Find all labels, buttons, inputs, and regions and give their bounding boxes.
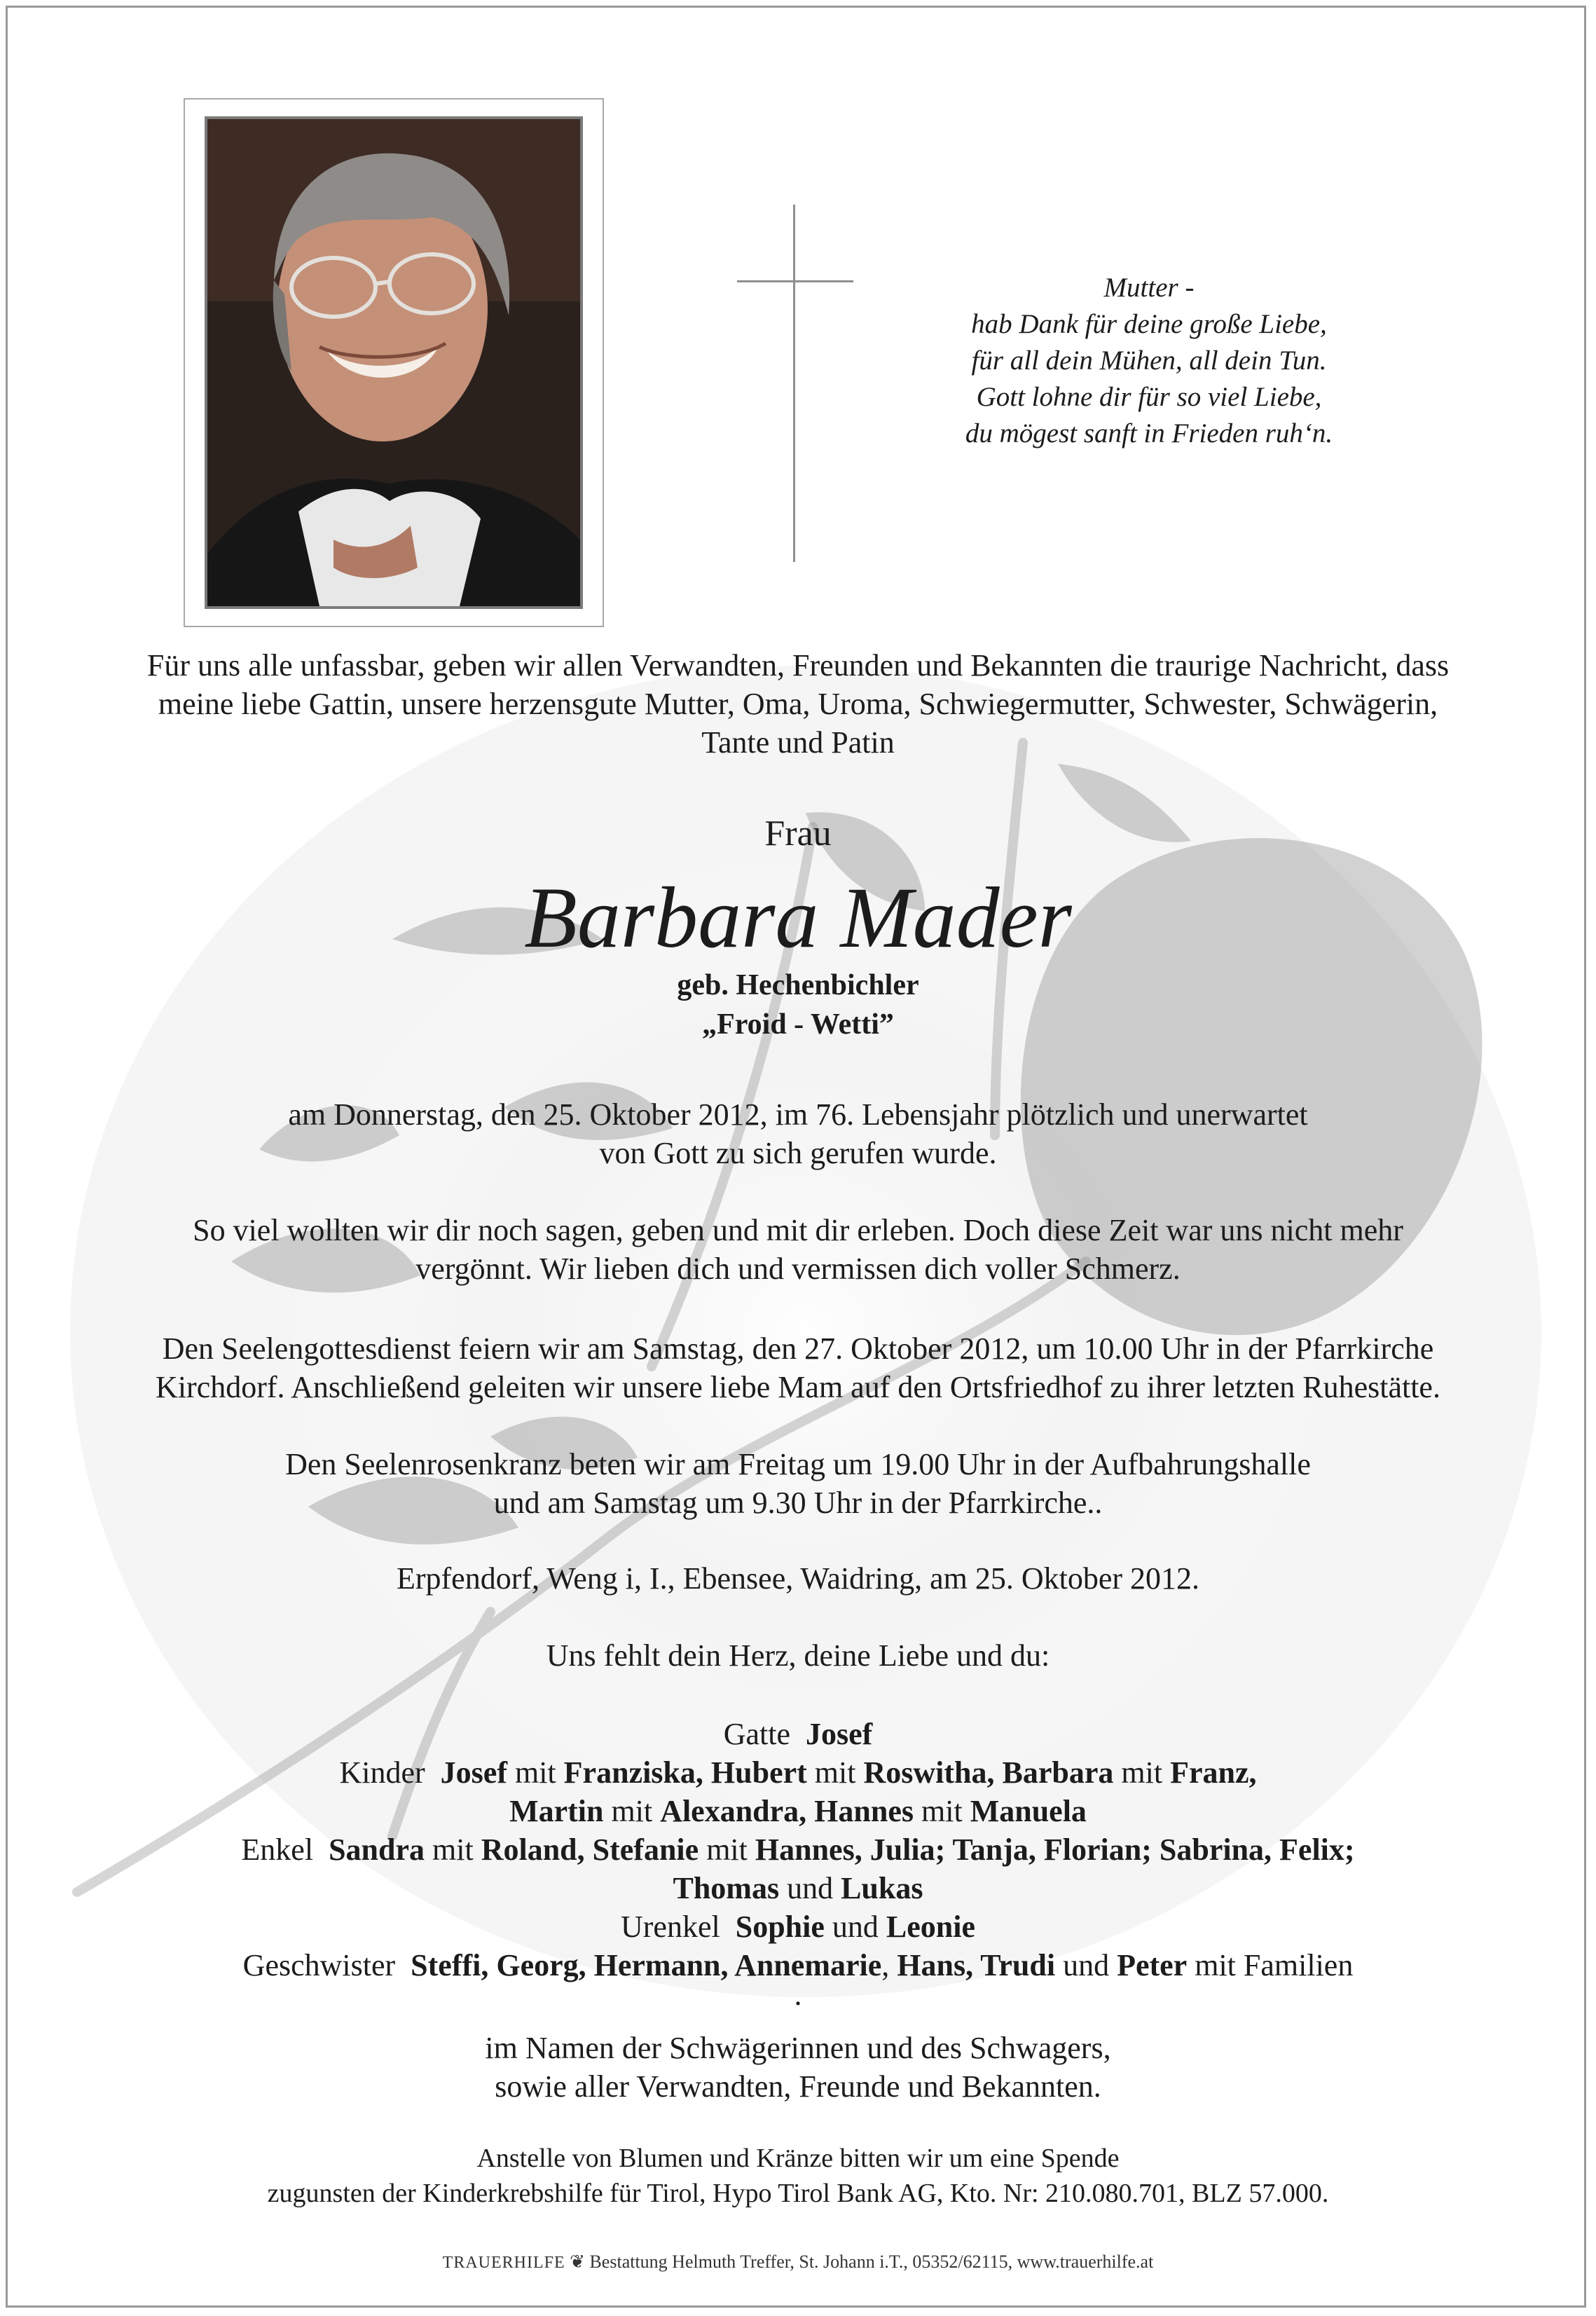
child-name: Hubert <box>710 1755 807 1790</box>
farewell-line: So viel wollten wir dir noch sagen, geben und mit dir erleben. Doch diese Zeit war uns nicht mehr <box>193 1213 1403 1247</box>
portrait-frame <box>184 98 604 627</box>
birth-names <box>28 966 1568 1044</box>
children-line <box>28 1753 1568 1792</box>
spouse-label: Gatte <box>723 1717 790 1751</box>
poem-line: Gott lohne dir für so viel Liebe, <box>976 382 1322 412</box>
grandchild-name: Thomas <box>673 1871 780 1905</box>
poem-line: Mutter - <box>1103 273 1195 303</box>
great-grandchildren-label: Urenkel <box>621 1910 720 1944</box>
service-line: Kirchdorf. Anschließend geleiten wir unsere liebe Mam auf den Ortsfriedhof zu ihrer letzten Ruhestätte. <box>156 1370 1440 1404</box>
brand-name: TRAUERHILFE <box>442 2254 565 2272</box>
undertaker-credit <box>28 2249 1568 2275</box>
grandchildren-line <box>28 1830 1568 1869</box>
nickname: „Froid - Wetti” <box>702 1008 894 1041</box>
service-line: Den Seelengottesdienst feiern wir am Samstag, den 27. Oktober 2012, um 10.00 Uhr in der Pfarrkirche <box>162 1331 1434 1366</box>
closing-line: im Namen der Schwägerinnen und des Schwagers, <box>485 2031 1111 2065</box>
feather-icon: ❦ <box>570 2252 585 2272</box>
poem-line: du mögest sanft in Frieden ruh‘n. <box>965 418 1333 448</box>
great-grandchild-name: Sophie <box>735 1910 825 1944</box>
spouse-name: Josef <box>805 1717 873 1751</box>
intro-text <box>28 646 1568 762</box>
grandchild-name: Lukas <box>841 1871 923 1905</box>
separator: , <box>881 1948 890 1982</box>
grandchildren-line-2 <box>28 1869 1568 1907</box>
cross-icon-bar <box>737 280 853 282</box>
intro-line: Tante und Patin <box>701 725 895 760</box>
closing-text <box>28 2029 1568 2106</box>
partner-name: Manuela <box>970 1794 1087 1828</box>
mourners-intro: Uns fehlt dein Herz, deine Liebe und du: <box>546 1638 1050 1673</box>
death-notice-line: am Donnerstag, den 25. Oktober 2012, im 76. Lebensjahr plötzlich und unerwartet <box>288 1097 1308 1132</box>
salutation: Frau <box>764 814 832 854</box>
cross-icon <box>793 205 795 562</box>
birth-name: geb. Hechenbichler <box>677 969 919 1001</box>
with-word: mit <box>432 1832 474 1867</box>
with-word: mit <box>1121 1755 1163 1790</box>
credit-text: Bestattung Helmuth Treffer, St. Johann i.T., 05352/62115, www.trauerhilfe.at <box>589 2252 1154 2272</box>
partner-name: Alexandra, <box>660 1794 807 1828</box>
grandchild-name: Hannes, Julia; Tanja, Florian; Sabrina, Felix; <box>755 1832 1355 1867</box>
intro-line: Für uns alle unfassbar, geben wir allen Verwandten, Freunden und Bekannten die traurige Nachricht, dass <box>146 648 1450 683</box>
donation-line: Anstelle von Blumen und Kränze bitten wir um eine Spende <box>476 2144 1120 2173</box>
donation-line: zugunsten der Kinderkrebshilfe für Tirol, Hypo Tirol Bank AG, Kto. Nr: 210.080.701, BLZ 57.000. <box>267 2179 1329 2208</box>
poem-line: für all dein Mühen, all dein Tun. <box>971 345 1327 376</box>
donation-text <box>28 2141 1568 2211</box>
poem-line: hab Dank für deine große Liebe, <box>971 309 1327 339</box>
child-name: Josef <box>440 1755 507 1790</box>
partner-name: Franziska, <box>563 1755 703 1790</box>
and-word: und <box>832 1910 879 1944</box>
with-word: mit <box>921 1794 963 1828</box>
with-word: mit <box>814 1755 856 1790</box>
children-label: Kinder <box>339 1755 425 1790</box>
grandchild-name: Roland, Stefanie <box>481 1832 699 1867</box>
farewell-line: vergönnt. Wir lieben dich und vermissen dich voller Schmerz. <box>415 1252 1181 1286</box>
grandchildren-label: Enkel <box>241 1832 314 1867</box>
sibling-names: Hans, Trudi <box>897 1948 1056 1982</box>
child-name: Barbara <box>1002 1755 1114 1790</box>
sibling-names: Steffi, Georg, Hermann, Annemarie <box>411 1948 882 1982</box>
with-families: mit Familien <box>1195 1948 1354 1982</box>
deceased-name: Barbara Mader <box>524 870 1072 966</box>
child-name: Martin <box>509 1794 604 1828</box>
grandchild-name: Sandra <box>329 1832 425 1867</box>
rosary-line: und am Samstag um 9.30 Uhr in der Pfarrkirche.. <box>493 1486 1103 1520</box>
with-word: mit <box>611 1794 653 1828</box>
portrait-photo <box>205 116 583 609</box>
rosary-line: Den Seelenrosenkranz beten wir am Freitag um 19.00 Uhr in der Aufbahrungshalle <box>285 1447 1311 1481</box>
child-name: Hannes <box>814 1794 914 1828</box>
death-notice <box>28 1095 1568 1172</box>
siblings-label: Geschwister <box>242 1948 396 1982</box>
death-notice-line: von Gott zu sich gerufen wurde. <box>599 1136 997 1170</box>
great-grandchild-name: Leonie <box>886 1910 975 1944</box>
memorial-poem <box>883 270 1415 452</box>
partner-name: Franz, <box>1170 1755 1257 1790</box>
with-word: mit <box>514 1755 556 1790</box>
dot: . <box>794 1978 802 2012</box>
and-word: und <box>1063 1948 1110 1982</box>
children-line-2 <box>28 1792 1568 1830</box>
rosary-text <box>28 1445 1568 1522</box>
service-text <box>28 1329 1568 1406</box>
intro-line: meine liebe Gattin, unsere herzensgute Mutter, Oma, Uroma, Schwiegermutter, Schwester, Schwägerin, <box>158 687 1438 721</box>
and-word: und <box>787 1871 834 1905</box>
sibling-name: Peter <box>1117 1948 1188 1982</box>
with-word: mit <box>706 1832 748 1867</box>
spouse-line <box>28 1715 1568 1753</box>
place-date: Erpfendorf, Weng i, I., Ebensee, Waidring, am 25. Oktober 2012. <box>397 1561 1199 1596</box>
partner-name: Roswitha, <box>863 1755 995 1790</box>
great-grandchildren-line <box>28 1907 1568 1946</box>
family-list <box>28 1715 1568 2012</box>
farewell-text <box>28 1211 1568 1288</box>
closing-line: sowie aller Verwandten, Freunde und Bekannten. <box>495 2069 1101 2104</box>
